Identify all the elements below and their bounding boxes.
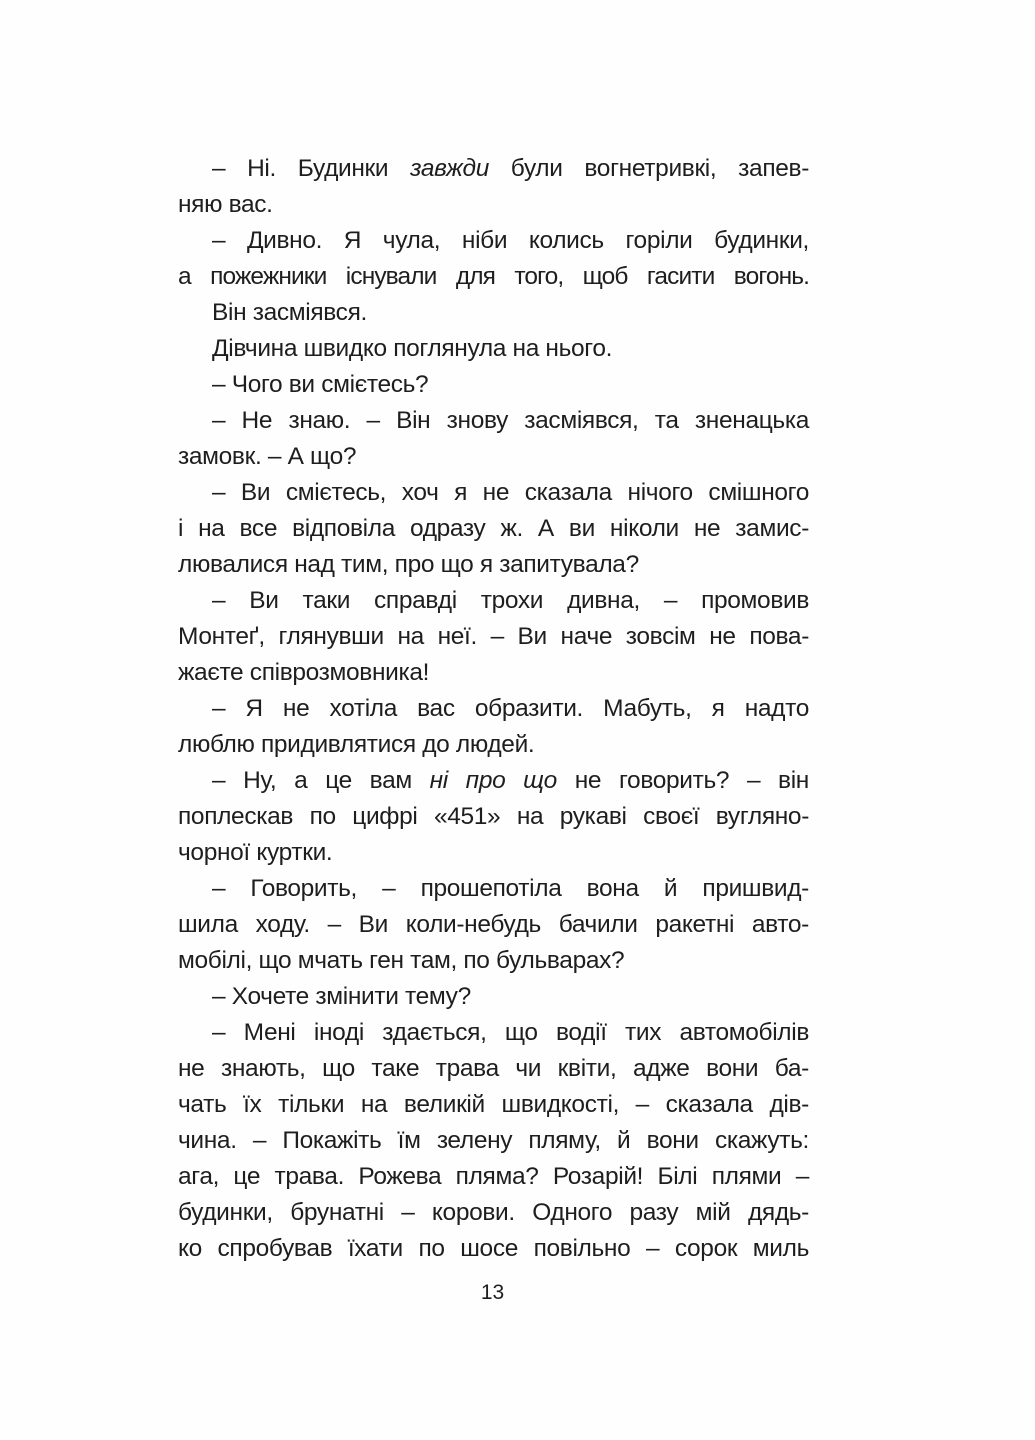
- page-number: 13: [480, 1281, 505, 1304]
- text-line: ага, це трава. Рожева пляма? Розарій! Білі плями –: [178, 1163, 809, 1190]
- text-line: ко спробував їхати по шосе повільно – сорок миль: [178, 1235, 809, 1262]
- text-line: замовк. – А що?: [178, 443, 357, 470]
- text-line: – Ви таки справді трохи дивна, – промовив: [212, 587, 809, 614]
- text-line: – Ви смієтесь, хоч я не сказала нічого смішного: [212, 479, 809, 506]
- text-line: – Мені іноді здається, що водії тих автомобілів: [212, 1019, 809, 1046]
- emphasis-text: завжди: [410, 155, 489, 182]
- text-line: Монтеґ, глянувши на неї. – Ви наче зовсім не пова-: [178, 623, 809, 650]
- text-line: а пожежники існували для того, щоб гасити вогонь.: [178, 263, 809, 290]
- text-line: і на все відповіла одразу ж. А ви ніколи не замис-: [178, 515, 809, 542]
- text-line: лювалися над тим, про що я запитувала?: [178, 551, 639, 578]
- text-line: – Ні. Будинки завжди були вогнетривкі, запев-: [212, 155, 809, 182]
- text-line: – Говорить, – прошепотіла вона й пришвид-: [212, 875, 809, 902]
- text-line: чорної куртки.: [178, 839, 333, 866]
- text-line: чина. – Покажіть їм зелену пляму, й вони скажуть:: [178, 1127, 809, 1154]
- text-line: не знають, що таке трава чи квіти, адже вони ба-: [178, 1055, 809, 1082]
- text-line: – Я не хотіла вас образити. Мабуть, я надто: [212, 695, 809, 722]
- text-line: мобілі, що мчать ген там, по бульварах?: [178, 947, 625, 974]
- text-line: – Ну, а це вам ні про що не говорить? – він: [212, 767, 809, 794]
- emphasis-text: ні про що: [429, 767, 557, 794]
- text-line: Він засміявся.: [212, 299, 367, 326]
- text-line: – Не знаю. – Він знову засміявся, та зненацька: [212, 407, 809, 434]
- text-line: няю вас.: [178, 191, 273, 218]
- text-line: – Чого ви смієтесь?: [212, 371, 429, 398]
- text-line: – Дивно. Я чула, ніби колись горіли будинки,: [212, 227, 809, 254]
- text-line: чать їх тільки на великій швидкості, – сказала дів-: [178, 1091, 809, 1118]
- text-line: жаєте співрозмовника!: [178, 659, 430, 686]
- text-line: люблю придивлятися до людей.: [178, 731, 535, 758]
- text-line: Дівчина швидко поглянула на нього.: [212, 335, 613, 362]
- text-line: – Хочете змінити тему?: [212, 983, 471, 1010]
- text-line: шила ходу. – Ви коли-небудь бачили ракетні авто-: [178, 911, 809, 938]
- page-body-text: [178, 151, 809, 1267]
- text-line: поплескав по цифрі «451» на рукаві своєї вугляно-: [178, 803, 809, 830]
- text-line: будинки, брунатні – корови. Одного разу мій дядь-: [178, 1199, 809, 1226]
